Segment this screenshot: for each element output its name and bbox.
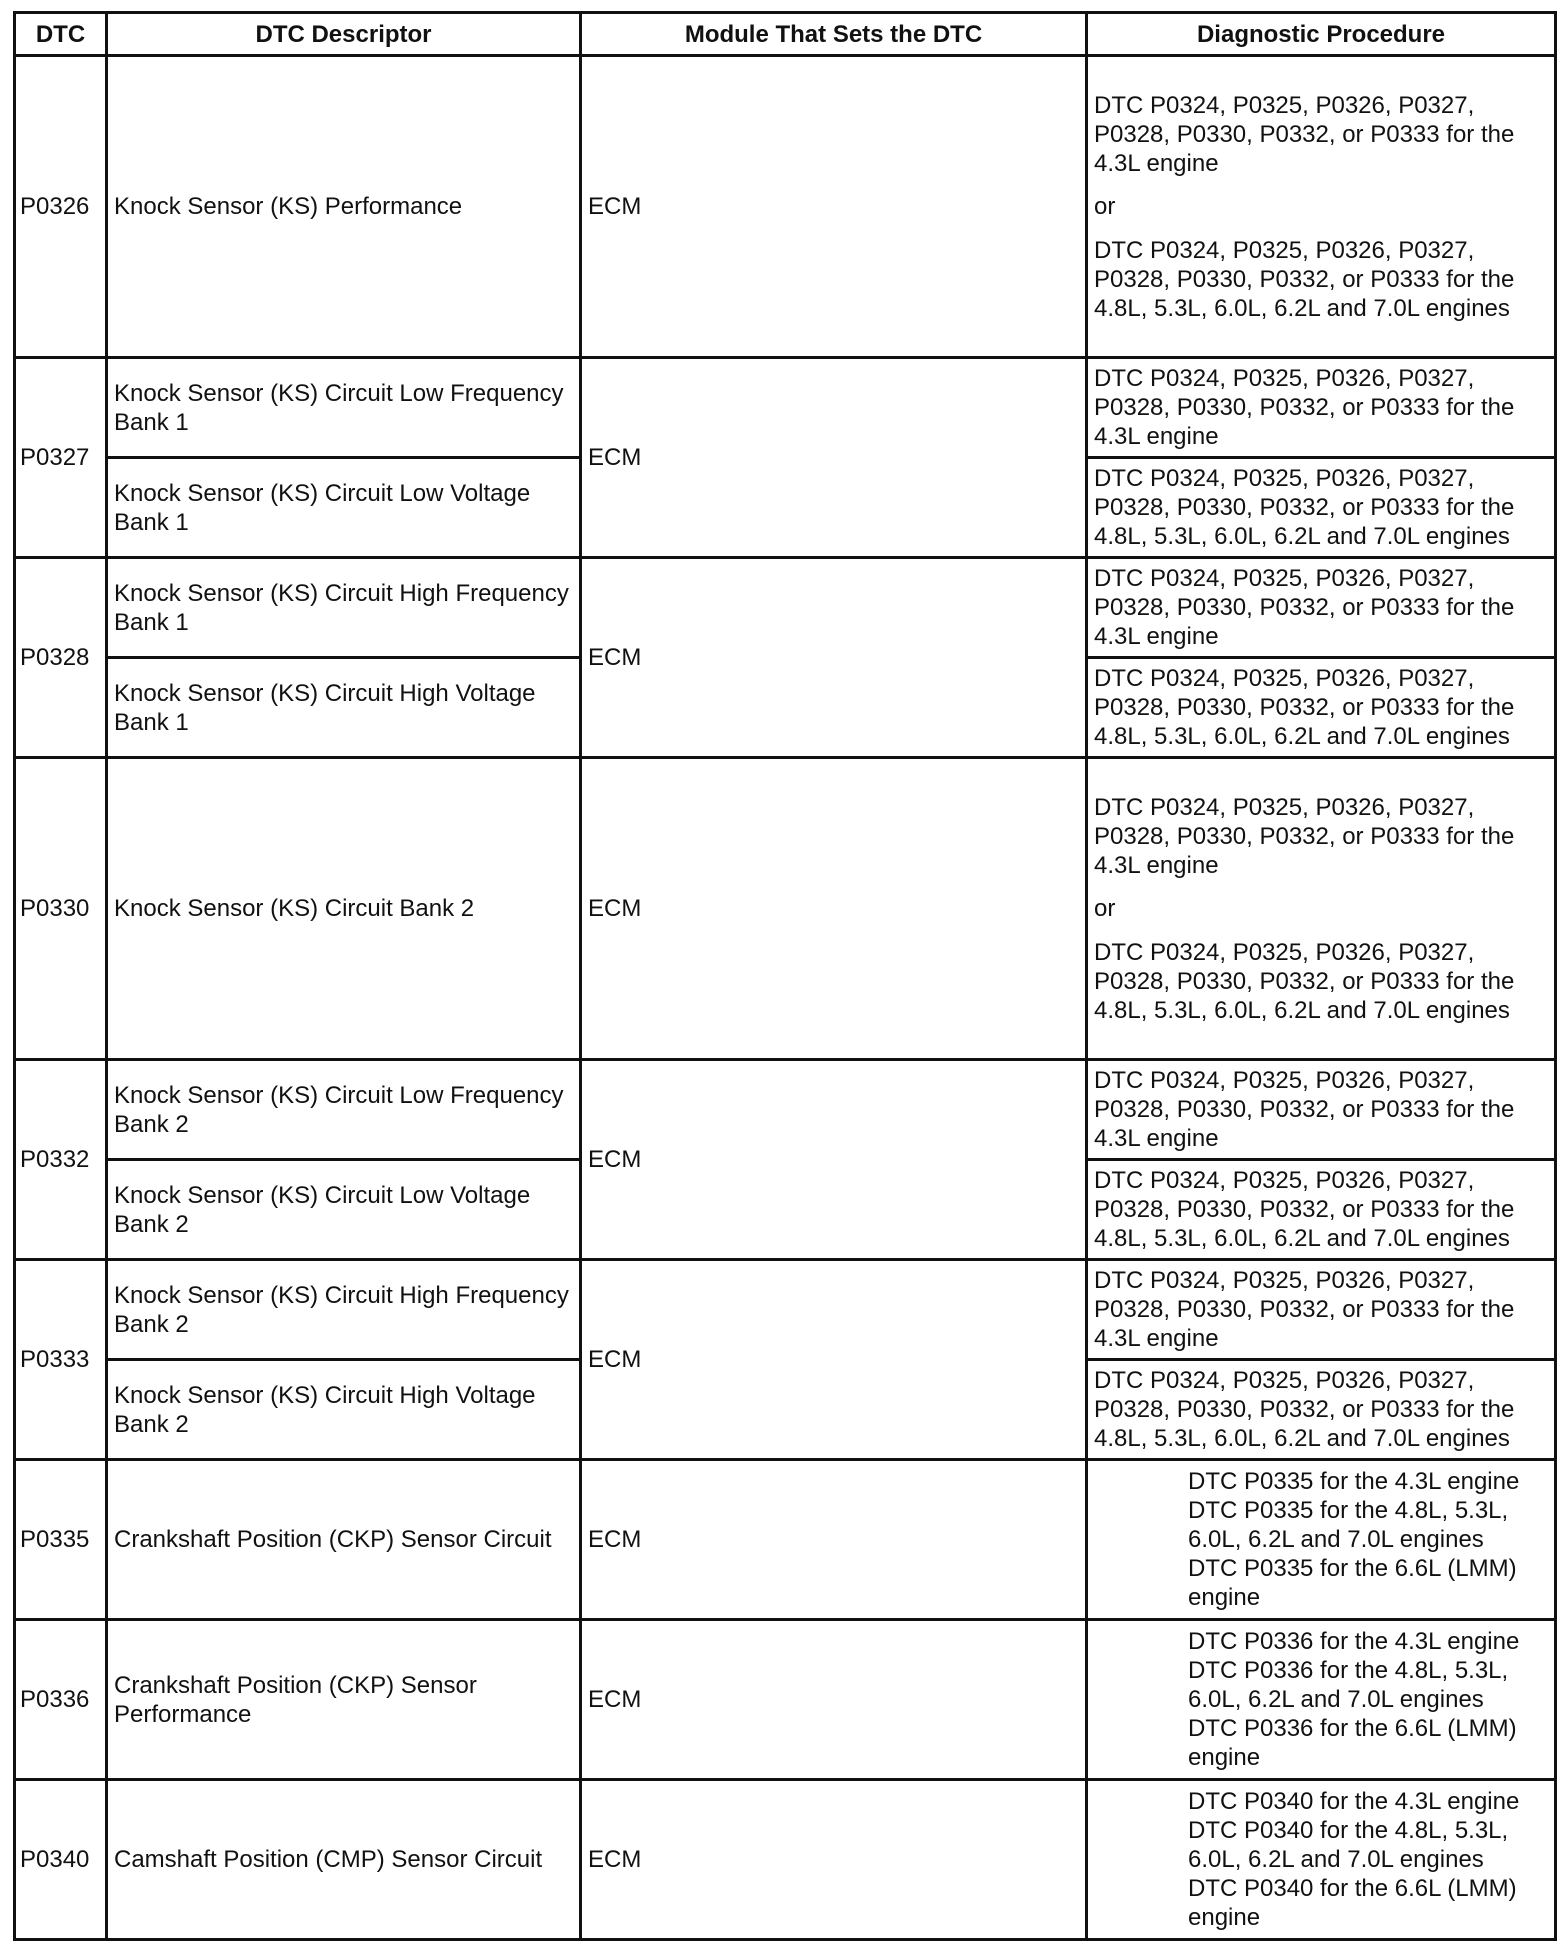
procedure-line: DTC P0324, P0325, P0326, P0327, [1094,1167,1475,1194]
procedure-line: 4.8L, 5.3L, 6.0L, 6.2L and 7.0L engines [1094,523,1510,550]
dtc-module: ECM [581,358,1087,558]
dtc-descriptor: Knock Sensor (KS) Circuit Low Voltage Bank 2 [107,1160,581,1260]
procedure-line: 4.3L engine [1094,1325,1219,1352]
procedure-link[interactable]: DTC P0335 for the 4.8L, 5.3L, 6.0L, 6.2L and 7.0L engines [1188,1497,1509,1553]
dtc-descriptor: Knock Sensor (KS) Circuit Low Voltage Bank 1 [107,458,581,558]
procedure-line: DTC P0324, P0325, P0326, P0327, [1094,1367,1475,1394]
procedure-line: 4.8L, 5.3L, 6.0L, 6.2L and 7.0L engines [1094,294,1510,322]
diagnostic-procedure [1087,1360,1556,1460]
procedure-line: P0328, P0330, P0332, or P0333 for the [1094,265,1515,293]
dtc-code: P0326 [15,56,107,358]
procedure-link[interactable]: DTC P0335 for the 4.3L engine [1188,1468,1520,1495]
procedure-line: DTC P0324, P0325, P0326, P0327, [1094,91,1475,119]
procedure-line: 4.8L, 5.3L, 6.0L, 6.2L and 7.0L engines [1094,996,1510,1024]
dtc-code: P0330 [15,758,107,1060]
dtc-module: ECM [581,558,1087,758]
procedure-line: DTC P0324, P0325, P0326, P0327, [1094,665,1475,692]
dtc-descriptor: Crankshaft Position (CKP) Sensor Circuit [107,1460,581,1620]
diagnostic-procedure [1087,558,1556,658]
table-row [15,1620,1556,1780]
procedure-line: P0328, P0330, P0332, or P0333 for the [1094,594,1515,621]
dtc-descriptor: Knock Sensor (KS) Circuit Low Frequency Bank 2 [107,1060,581,1160]
procedure-line: P0328, P0330, P0332, or P0333 for the [1094,494,1515,521]
diagnostic-procedure [1087,1060,1556,1160]
dtc-module: ECM [581,758,1087,1060]
procedure-line: 4.8L, 5.3L, 6.0L, 6.2L and 7.0L engines [1094,1425,1510,1452]
procedure-line: P0328, P0330, P0332, or P0333 for the [1094,120,1515,148]
dtc-descriptor: Knock Sensor (KS) Circuit High Voltage Bank 1 [107,658,581,758]
dtc-descriptor: Camshaft Position (CMP) Sensor Circuit [107,1780,581,1940]
procedure-line: P0328, P0330, P0332, or P0333 for the [1094,394,1515,421]
dtc-module: ECM [581,56,1087,358]
procedure-line: P0328, P0330, P0332, or P0333 for the [1094,967,1515,995]
diagnostic-procedure [1087,1460,1556,1620]
header-descriptor: DTC Descriptor [107,13,581,56]
procedure-link[interactable]: DTC P0336 for the 4.8L, 5.3L, 6.0L, 6.2L and 7.0L engines [1188,1657,1509,1713]
procedure-line: DTC P0324, P0325, P0326, P0327, [1094,1267,1475,1294]
procedure-line: 4.3L engine [1094,1125,1219,1152]
dtc-descriptor: Knock Sensor (KS) Circuit High Frequency Bank 2 [107,1260,581,1360]
table-row [15,1780,1556,1940]
procedure-link[interactable]: DTC P0340 for the 4.8L, 5.3L, 6.0L, 6.2L and 7.0L engines [1188,1817,1509,1873]
procedure-line: 4.8L, 5.3L, 6.0L, 6.2L and 7.0L engines [1094,1225,1510,1252]
diagnostic-procedure [1087,758,1556,1060]
procedure-line: 4.3L engine [1094,423,1219,450]
dtc-descriptor: Knock Sensor (KS) Circuit Bank 2 [107,758,581,1060]
diagnostic-procedure [1087,358,1556,458]
dtc-code: P0327 [15,358,107,558]
diagnostic-procedure [1087,458,1556,558]
procedure-line: P0328, P0330, P0332, or P0333 for the [1094,1196,1515,1223]
diagnostic-procedure [1087,1620,1556,1780]
diagnostic-procedure [1087,1780,1556,1940]
header-row [15,13,1556,56]
procedure-line: DTC P0324, P0325, P0326, P0327, [1094,793,1475,821]
procedure-link[interactable]: DTC P0340 for the 4.3L engine [1188,1788,1520,1815]
header-procedure: Diagnostic Procedure [1087,13,1556,56]
procedure-line: 4.3L engine [1094,623,1219,650]
header-module: Module That Sets the DTC [581,13,1087,56]
table-row [15,558,1556,658]
dtc-code: P0328 [15,558,107,758]
procedure-line: P0328, P0330, P0332, or P0333 for the [1094,1296,1515,1323]
diagnostic-procedure [1087,56,1556,358]
procedure-line: 4.3L engine [1094,851,1219,879]
procedure-line: DTC P0324, P0325, P0326, P0327, [1094,365,1475,392]
dtc-module: ECM [581,1460,1087,1620]
dtc-code: P0333 [15,1260,107,1460]
dtc-module: ECM [581,1060,1087,1260]
procedure-or: or [1094,895,1116,922]
procedure-link[interactable]: DTC P0336 for the 6.6L (LMM) engine [1188,1715,1517,1771]
header-dtc: DTC [15,13,107,56]
procedure-line: P0328, P0330, P0332, or P0333 for the [1094,822,1515,850]
procedure-link[interactable]: DTC P0335 for the 6.6L (LMM) engine [1188,1555,1517,1611]
procedure-line: DTC P0324, P0325, P0326, P0327, [1094,465,1475,492]
diagnostic-procedure [1087,1260,1556,1360]
dtc-module: ECM [581,1780,1087,1940]
dtc-code: P0336 [15,1620,107,1780]
diagnostic-procedure [1087,1160,1556,1260]
dtc-descriptor: Knock Sensor (KS) Performance [107,56,581,358]
dtc-module: ECM [581,1620,1087,1780]
procedure-line: 4.3L engine [1094,149,1219,177]
table-row [15,358,1556,458]
diagnostic-procedure [1087,658,1556,758]
procedure-line: DTC P0324, P0325, P0326, P0327, [1094,938,1475,966]
procedure-line: DTC P0324, P0325, P0326, P0327, [1094,1067,1475,1094]
procedure-line: DTC P0324, P0325, P0326, P0327, [1094,236,1475,264]
dtc-table [13,11,1557,1941]
procedure-line: P0328, P0330, P0332, or P0333 for the [1094,694,1515,721]
procedure-link[interactable]: DTC P0336 for the 4.3L engine [1188,1628,1520,1655]
procedure-line: DTC P0324, P0325, P0326, P0327, [1094,565,1475,592]
dtc-descriptor: Knock Sensor (KS) Circuit Low Frequency Bank 1 [107,358,581,458]
dtc-code: P0335 [15,1460,107,1620]
table-row [15,758,1556,1060]
dtc-descriptor: Knock Sensor (KS) Circuit High Voltage Bank 2 [107,1360,581,1460]
table-row [15,1060,1556,1160]
dtc-code: P0332 [15,1060,107,1260]
procedure-link[interactable]: DTC P0340 for the 6.6L (LMM) engine [1188,1875,1517,1931]
table-row [15,1460,1556,1620]
dtc-module: ECM [581,1260,1087,1460]
procedure-or: or [1094,193,1116,220]
dtc-descriptor: Crankshaft Position (CKP) Sensor Performance [107,1620,581,1780]
table-row [15,1260,1556,1360]
dtc-code: P0340 [15,1780,107,1940]
dtc-descriptor: Knock Sensor (KS) Circuit High Frequency Bank 1 [107,558,581,658]
procedure-line: 4.8L, 5.3L, 6.0L, 6.2L and 7.0L engines [1094,723,1510,750]
procedure-line: P0328, P0330, P0332, or P0333 for the [1094,1096,1515,1123]
table-row [15,56,1556,358]
procedure-line: P0328, P0330, P0332, or P0333 for the [1094,1396,1515,1423]
